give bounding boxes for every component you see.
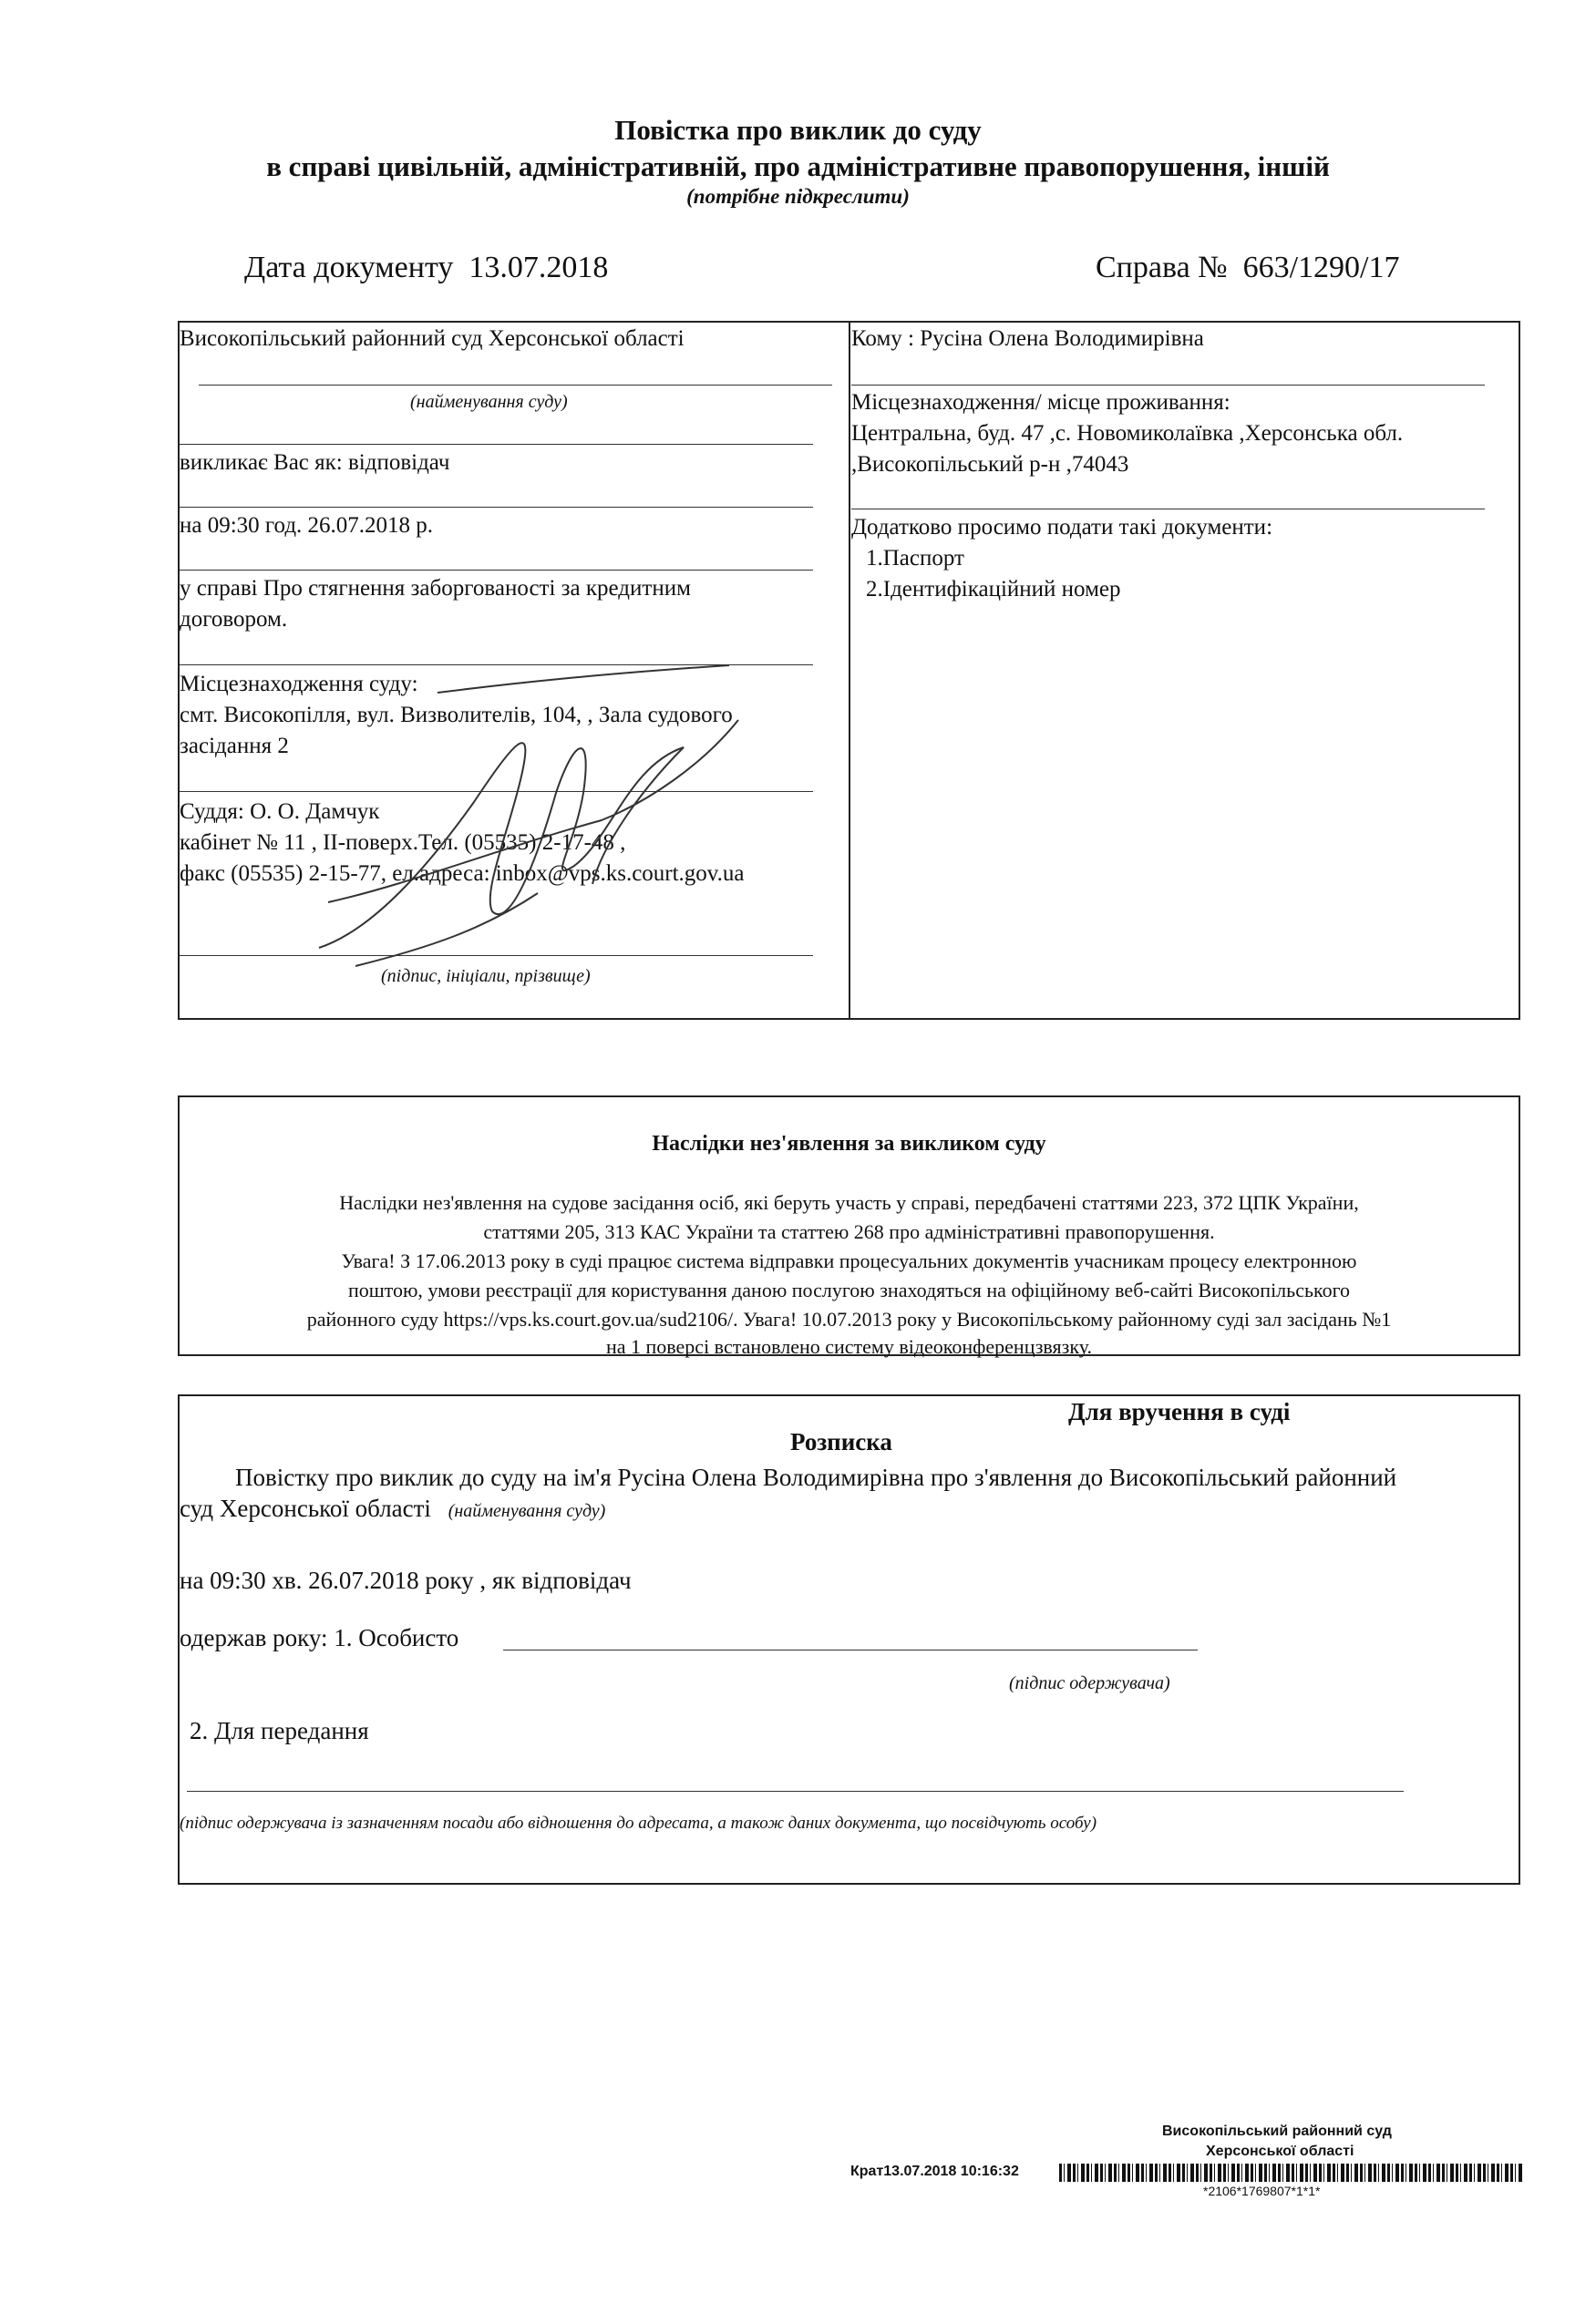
document-title: Повістка про виклик до суду <box>614 114 982 146</box>
consequences-line5: районного суду https://vps.ks.court.gov.ua/sud2106/. Увага! 10.07.2013 року у Високопільському районному суді зал засідань №1 <box>306 1308 1392 1331</box>
receipt-court: суд Херсонської області <box>180 1495 431 1522</box>
recipient: Кому : Русіна Олена Володимирівна <box>851 326 1204 351</box>
judge-cabinet: кабінет № 11 , ІІ-поверх.Тел. (05535) 2-17-48 , <box>180 830 626 855</box>
barcode-code: *2106*1769807*1*1* <box>1203 2184 1321 2198</box>
case-subject-line2: договором. <box>180 607 288 632</box>
receipt-time: на 09:30 хв. 26.07.2018 року , як відповідач <box>180 1567 632 1594</box>
case-value: 663/1290/17 <box>1242 251 1400 284</box>
stamp-court-line1: Високопільський районний суд <box>1162 2123 1392 2139</box>
stamp-datetime: Крат13.07.2018 10:16:32 <box>850 2164 1019 2179</box>
transfer-signature-line <box>187 1791 1404 1792</box>
document-item-2: 2.Ідентифікаційний номер <box>866 577 1121 602</box>
receipt-line2 <box>180 1493 605 1527</box>
recipient-address-line1: Центральна, буд. 47 ,с. Новомиколаївка ,Херсонська обл. <box>851 421 1404 446</box>
consequences-line1: Наслідки нез'явлення на судове засідання осіб, які беруть участь у справі, передбачені статтями 223, 372 ЦПК України, <box>339 1191 1359 1214</box>
recipient-location-label: Місцезнаходження/ місце проживання: <box>851 390 1230 415</box>
consequences-line6: на 1 поверсі встановлено систему відеоконференцзвязку. <box>605 1335 1093 1358</box>
date-value: 13.07.2018 <box>469 251 609 284</box>
consequences-line4: поштою, умови реєстрації для користування даною послугою знаходяться на офіційному веб-сайті Високопільського <box>347 1279 1351 1301</box>
court-name: Високопільський районний суд Херсонської області <box>180 326 685 351</box>
receipt-title: Розписка <box>790 1428 892 1455</box>
judge-fax-email: факс (05535) 2-15-77, ел.адреса: inbox@vps.ks.court.gov.ua <box>180 861 745 886</box>
consequences-title: Наслідки нез'явлення за викликом суду <box>652 1132 1046 1156</box>
court-caption: (найменування суду) <box>410 392 568 412</box>
signature-caption: (підпис, ініціали, прізвище) <box>381 966 591 986</box>
receipt-line1: Повістку про виклик до суду на ім'я Русіна Олена Володимирівна про з'явлення до Високопільський районний <box>235 1464 1397 1491</box>
recipient-signature-caption: (підпис одержувача) <box>1009 1673 1170 1693</box>
case-label: Справа № <box>1096 251 1228 284</box>
document-subtitle: в справі цивільній, адміністративній, про адміністративне правопорушення, іншій <box>266 150 1330 182</box>
consequences-line3: Увага! З 17.06.2013 року в суді працює система відправки процесуальних документів учасникам процесу електронною <box>341 1249 1357 1272</box>
recipient-address-line2: ,Високопільський р-н ,74043 <box>851 452 1129 477</box>
consequences-line2: статтями 205, 313 КАС України та статтею 268 про адміністративні правопорушення. <box>483 1220 1215 1243</box>
column-divider <box>849 321 850 1020</box>
case-number <box>1096 251 1400 285</box>
court-location-line1: смт. Високопілля, вул. Визволителів, 104, , Зала судового <box>180 703 733 727</box>
court-location-line2: засідання 2 <box>180 734 289 758</box>
documents-label: Додатково просимо подати такі документи: <box>851 515 1273 540</box>
court-underline <box>199 385 832 386</box>
receipt-for-transfer: 2. Для передання <box>190 1717 369 1744</box>
stamp-court-line2: Херсонської області <box>1206 2144 1354 2159</box>
hearing-time: на 09:30 год. 26.07.2018 р. <box>180 513 434 538</box>
document-date <box>244 251 608 285</box>
receipt-received-personally: одержав року: 1. Особисто <box>180 1624 459 1651</box>
barcode <box>1059 2164 1524 2182</box>
divider <box>851 385 1485 386</box>
for-court-label: Для вручення в суді <box>1068 1398 1291 1425</box>
receipt-court-caption: (найменування суду) <box>448 1501 606 1521</box>
divider <box>180 444 813 445</box>
judge-signature <box>301 656 757 984</box>
divider <box>180 570 813 571</box>
transfer-signature-caption: (підпис одержувача із зазначенням посади або відношення до адресата, а також даних документа, що посвідчують особу) <box>180 1814 1097 1833</box>
court-location-label: Місцезнаходження суду: <box>180 672 418 696</box>
case-subject-line1: у справі Про стягнення заборгованості за кредитним <box>180 576 691 601</box>
judge-name: Суддя: О. О. Дамчук <box>180 799 380 824</box>
document-item-1: 1.Паспорт <box>866 546 964 571</box>
underline-note: (потрібне підкреслити) <box>686 185 910 208</box>
date-label: Дата документу <box>244 251 454 284</box>
summoned-as: викликає Вас як: відповідач <box>180 450 450 475</box>
divider <box>180 507 813 508</box>
